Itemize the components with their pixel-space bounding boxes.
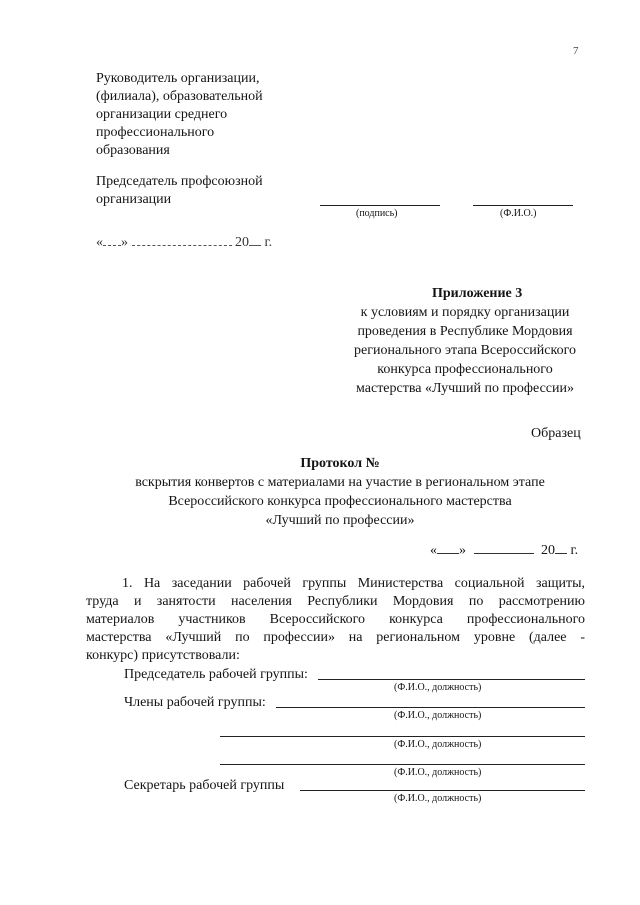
- member-line-1: [276, 707, 585, 708]
- body-line: мастерства «Лучший по профессии» на региональном уровне (далее -: [86, 630, 585, 645]
- appendix-line: проведения в Республике Мордовия: [357, 324, 573, 339]
- member-line-2: [220, 736, 585, 737]
- date-close-quote: »: [459, 543, 466, 558]
- protocol-title: Протокол №: [300, 456, 380, 471]
- page-number: 7: [573, 45, 579, 57]
- head-signatory-block: [96, 70, 263, 160]
- body-line: 1. На заседании рабочей группы Министерства социальной защиты,: [122, 576, 585, 591]
- date-suffix: г.: [570, 543, 579, 558]
- protocol-subtitle-line: вскрытия конвертов с материалами на участие в региональном этапе: [135, 475, 545, 490]
- body-paragraph: [86, 575, 585, 665]
- signature-caption: (подпись): [356, 208, 398, 219]
- chairman-label: Председатель рабочей группы:: [124, 667, 308, 682]
- member-line-3: [220, 764, 585, 765]
- body-line: конкурс) присутствовали:: [86, 648, 240, 663]
- date-year: 20: [541, 543, 555, 558]
- head-signatory-line: организации среднего: [96, 107, 228, 122]
- secretary-line: [300, 790, 585, 791]
- secretary-caption: (Ф.И.О., должность): [394, 793, 482, 804]
- head-signatory-line: профессионального: [96, 125, 215, 140]
- appendix-text-block: [340, 303, 590, 398]
- signature-line: [320, 205, 440, 206]
- head-signatory-line: образования: [96, 143, 170, 158]
- appendix-title: Приложение 3: [432, 286, 523, 301]
- union-chair-block: [96, 173, 263, 209]
- appendix-line: мастерства «Лучший по профессии»: [356, 381, 574, 396]
- head-signatory-line: Руководитель организации,: [96, 71, 260, 86]
- appendix-line: к условиям и порядку организации: [360, 305, 570, 320]
- date-suffix: г.: [264, 235, 273, 250]
- sample-label: Образец: [531, 426, 581, 441]
- signature-date: [96, 234, 272, 252]
- appendix-line: регионального этапа Всероссийского: [354, 343, 576, 358]
- date-open-quote: «: [430, 543, 437, 558]
- head-signatory-line: (филиала), образовательной: [96, 89, 263, 104]
- member-caption-3: (Ф.И.О., должность): [394, 767, 482, 778]
- member-caption-1: (Ф.И.О., должность): [394, 710, 482, 721]
- date-open-quote: «: [96, 235, 103, 250]
- date-close-quote: »: [121, 235, 128, 250]
- secretary-label: Секретарь рабочей группы: [124, 778, 285, 793]
- union-chair-line: организации: [96, 192, 172, 207]
- union-chair-line: Председатель профсоюзной: [96, 174, 263, 189]
- chairman-line: [318, 679, 585, 680]
- body-line: труда и занятости населения Республики Мордовия по рассмотрению: [86, 594, 585, 609]
- member-caption-2: (Ф.И.О., должность): [394, 739, 482, 750]
- fio-caption: (Ф.И.О.): [500, 208, 537, 219]
- chairman-caption: (Ф.И.О., должность): [394, 682, 482, 693]
- protocol-subtitle: [0, 473, 640, 530]
- date-year: 20: [235, 235, 249, 250]
- appendix-line: конкурса профессионального: [377, 362, 553, 377]
- body-line: материалов участников Всероссийского конкурса профессионального: [86, 612, 585, 627]
- protocol-subtitle-line: Всероссийского конкурса профессионального мастерства: [168, 494, 512, 509]
- protocol-subtitle-line: «Лучший по профессии»: [265, 513, 415, 528]
- members-label: Члены рабочей группы:: [124, 695, 266, 710]
- protocol-date: [430, 542, 578, 560]
- fio-line: [473, 205, 573, 206]
